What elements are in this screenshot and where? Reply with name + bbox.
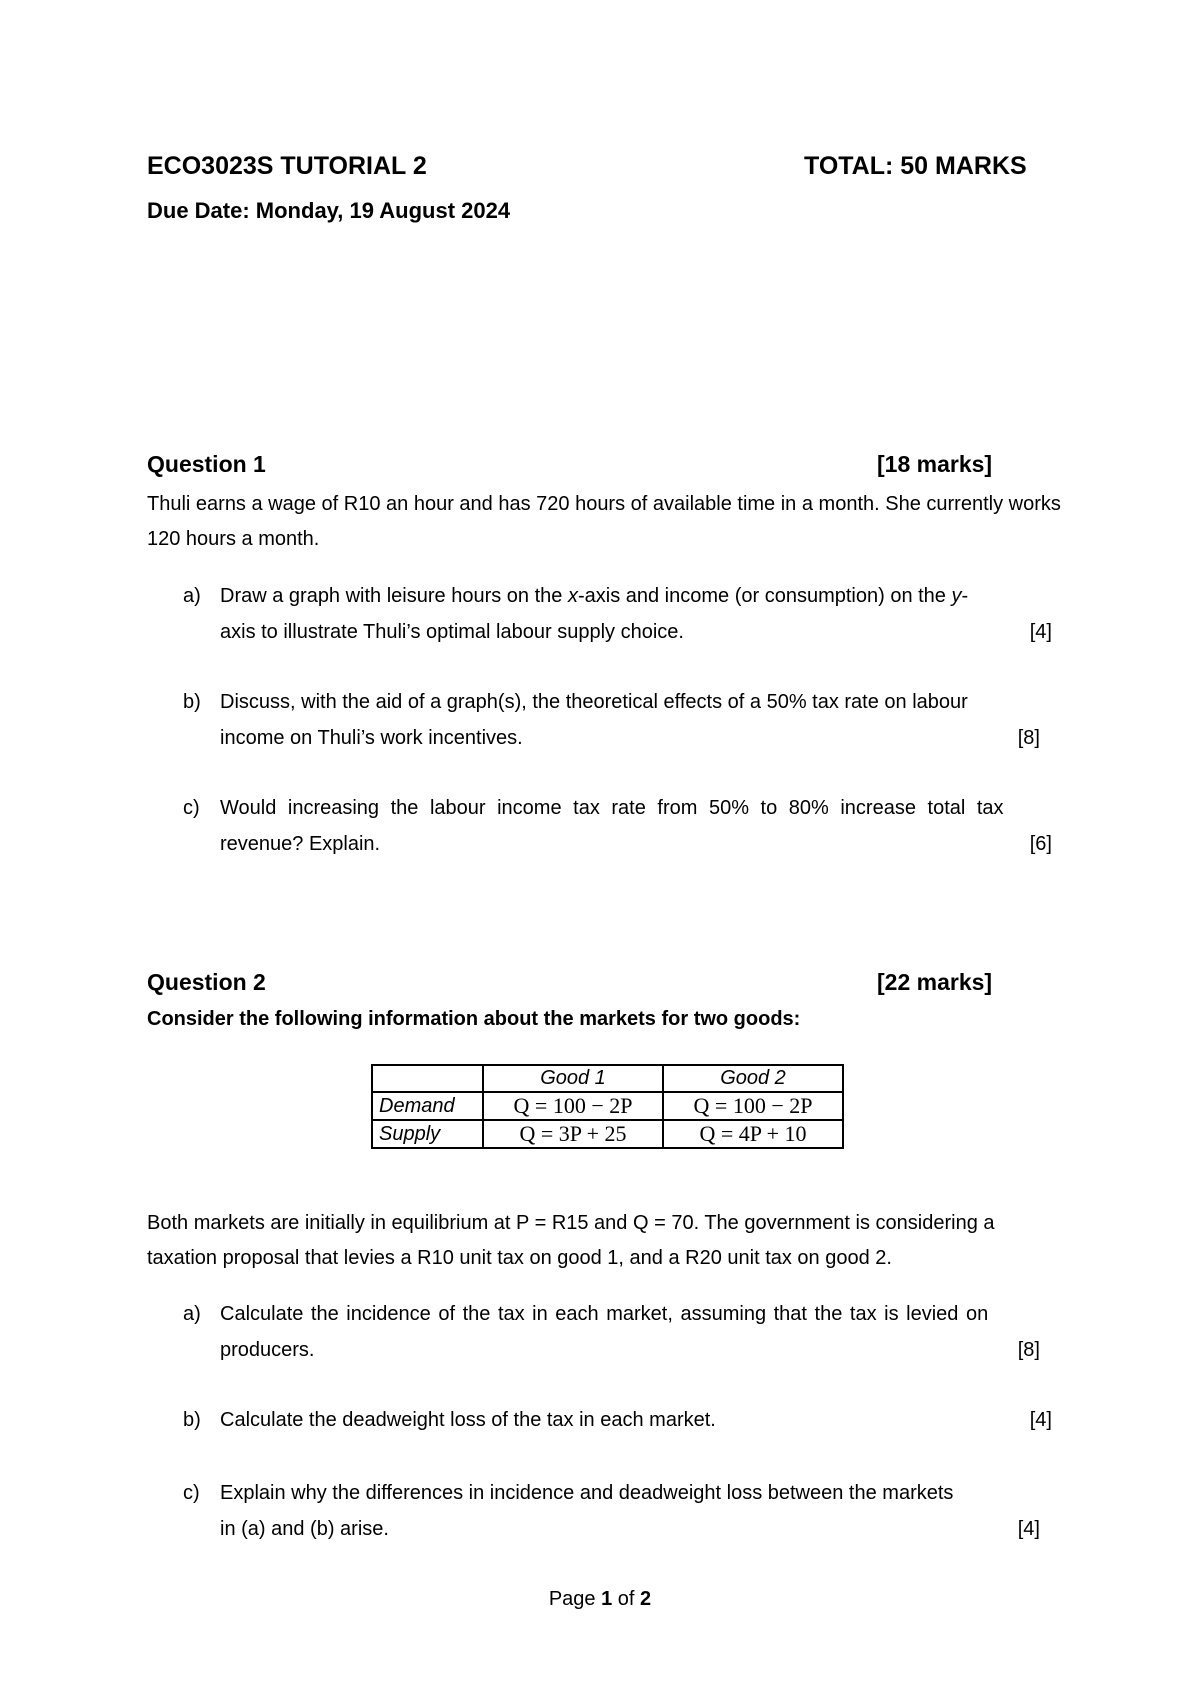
part-text-line2: revenue? Explain. — [220, 833, 381, 855]
table-header-good-1: Good 1 — [483, 1065, 663, 1092]
question-1-intro — [147, 487, 1067, 557]
part-text-line1: Calculate the deadweight loss of the tax in each market. — [220, 1409, 716, 1431]
table-row-demand — [372, 1092, 843, 1120]
part-text-line2: income on Thuli’s work incentives. — [220, 727, 523, 749]
table-header-row — [372, 1065, 843, 1092]
total-marks: TOTAL: 50 MARKS — [804, 152, 1027, 180]
question-1-part-a — [147, 578, 1067, 650]
table-row-label: Demand — [372, 1092, 483, 1120]
question-2-heading: Question 2 — [147, 969, 266, 995]
page-footer — [0, 1588, 1200, 1611]
question-2-marks: [22 marks] — [877, 969, 993, 995]
question-1-part-c — [147, 790, 1067, 862]
question-2-part-b — [147, 1402, 1067, 1438]
question-1-heading: Question 1 — [147, 451, 266, 477]
part-marks: [8] — [1017, 727, 1040, 749]
part-label: a) — [183, 585, 201, 607]
document-title: ECO3023S TUTORIAL 2 — [147, 152, 427, 180]
question-2-paragraph-line2: taxation proposal that levies a R10 unit tax on good 1, and a R20 unit tax on good 2. — [147, 1247, 892, 1269]
of-word: of — [617, 1588, 635, 1610]
part-text-line2: producers. — [220, 1339, 315, 1361]
page-total: 2 — [640, 1588, 652, 1610]
table-corner-cell — [372, 1065, 483, 1092]
part-marks: [8] — [1017, 1339, 1040, 1361]
page-number: 1 — [601, 1588, 613, 1610]
part-text-line1: Would increasing the labour income tax rate from 50% to 80% increase total tax — [220, 797, 1004, 819]
demand-good-2: Q = 100 − 2P — [663, 1092, 843, 1120]
question-1-part-b — [147, 684, 1067, 756]
part-marks: [4] — [1029, 621, 1052, 643]
page-word: Page — [548, 1588, 596, 1610]
supply-good-2: Q = 4P + 10 — [663, 1120, 843, 1148]
goods-table — [371, 1064, 844, 1149]
due-date: Due Date: Monday, 19 August 2024 — [147, 198, 511, 223]
part-label: c) — [183, 797, 200, 819]
question-1-intro-line2: 120 hours a month. — [147, 528, 320, 550]
question-1-intro-line1: Thuli earns a wage of R10 an hour and has 720 hours of available time in a month. She currently works — [147, 493, 1061, 515]
part-label: b) — [183, 691, 201, 713]
table-row-supply — [372, 1120, 843, 1148]
part-label: a) — [183, 1303, 201, 1325]
part-text-line1: Explain why the differences in incidence and deadweight loss between the markets — [220, 1482, 954, 1504]
demand-good-1: Q = 100 − 2P — [483, 1092, 663, 1120]
part-label: c) — [183, 1482, 200, 1504]
question-2-paragraph-line1: Both markets are initially in equilibrium at P = R15 and Q = 70. The government is considering a — [147, 1212, 995, 1234]
part-marks: [4] — [1017, 1518, 1040, 1540]
part-text-line2: in (a) and (b) arise. — [220, 1518, 389, 1540]
part-marks: [6] — [1029, 833, 1052, 855]
question-2-intro: Consider the following information about the markets for two goods: — [147, 1008, 801, 1030]
question-2-part-a — [147, 1296, 1067, 1368]
question-2-paragraph — [147, 1206, 1067, 1276]
part-text-line1: Draw a graph with leisure hours on the x-axis and income (or consumption) on the y- — [220, 585, 969, 607]
question-2-part-c — [147, 1475, 1067, 1547]
part-text-line1: Discuss, with the aid of a graph(s), the theoretical effects of a 50% tax rate on labour — [220, 691, 968, 713]
part-label: b) — [183, 1409, 201, 1431]
table-row-label: Supply — [372, 1120, 483, 1148]
part-text-line2: axis to illustrate Thuli’s optimal labour supply choice. — [220, 621, 684, 643]
part-text-line1: Calculate the incidence of the tax in each market, assuming that the tax is levied on — [220, 1303, 989, 1325]
part-marks: [4] — [1029, 1409, 1052, 1431]
supply-good-1: Q = 3P + 25 — [483, 1120, 663, 1148]
table-header-good-2: Good 2 — [663, 1065, 843, 1092]
question-1-marks: [18 marks] — [877, 451, 993, 477]
